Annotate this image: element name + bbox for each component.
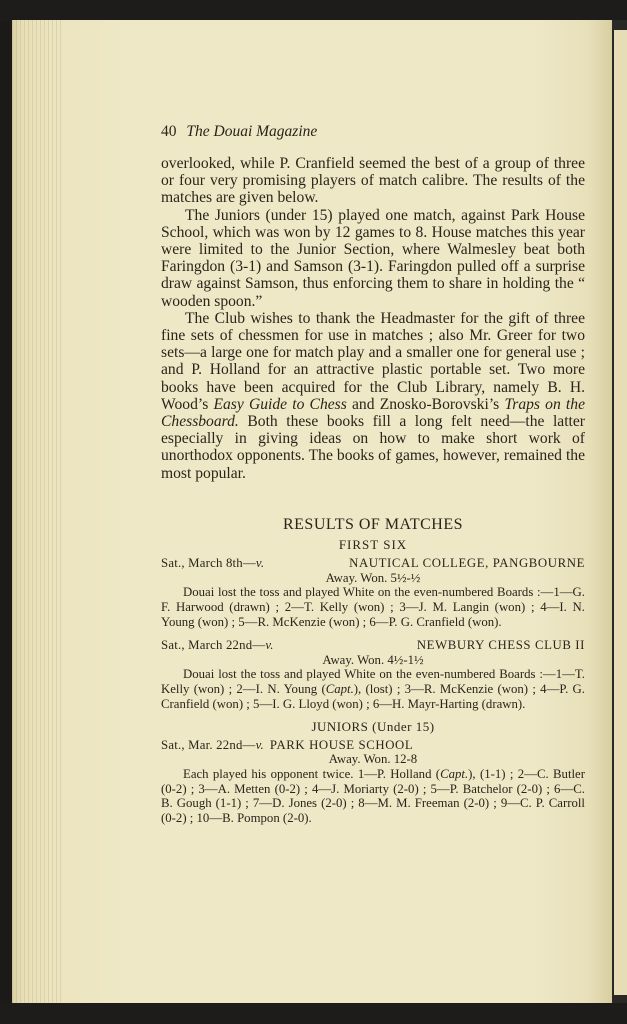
match-details: Douai lost the toss and played White on the even-numbered Boards :—1—G. F. Harwood (drawn) ; 2—T. Kelly (won) ; 3—J. M. Langin (won) ; 4—I. N. Young (won) ; 5—R. McKenzie (won) ; 6—P. G. Cranfield (won). bbox=[161, 585, 585, 629]
running-header bbox=[161, 123, 317, 141]
match-entry bbox=[161, 638, 585, 711]
match-opponent: NEWBURY CHESS CLUB II bbox=[416, 638, 585, 653]
match-opponent: PARK HOUSE SCHOOL bbox=[269, 737, 414, 752]
magazine-title: The Douai Magazine bbox=[186, 123, 318, 140]
book-title: Traps on the Chessboard. bbox=[161, 395, 585, 431]
scan-top-edge bbox=[0, 0, 627, 22]
book-title: Easy Guide to Chess bbox=[213, 395, 347, 413]
facing-page-sliver bbox=[614, 30, 627, 995]
match-line bbox=[161, 556, 585, 571]
match-line bbox=[161, 738, 585, 753]
text-span: Both these books fill a long felt need—the latter especially in giving ideas on how to make short work of unorthodox opponents. The books of games, however, remained the most popular. bbox=[161, 413, 585, 482]
article-body bbox=[161, 155, 585, 482]
match-result: Away. Won. 12-8 bbox=[328, 752, 418, 767]
match-entry bbox=[161, 556, 585, 629]
match-result: Away. Won. 4½-1½ bbox=[322, 652, 424, 667]
match-date: Sat., March 8th—v. bbox=[161, 556, 265, 571]
scan-bottom-edge bbox=[0, 1003, 627, 1024]
results-title: RESULTS OF MATCHES bbox=[282, 516, 463, 533]
match-date: Sat., Mar. 22nd—v. bbox=[161, 737, 264, 752]
match-line bbox=[161, 638, 585, 653]
juniors-heading: JUNIORS (Under 15) bbox=[311, 719, 435, 735]
results-section bbox=[161, 518, 585, 834]
match-opponent: NAUTICAL COLLEGE, PANGBOURNE bbox=[349, 556, 585, 571]
match-result: Away. Won. 5½-½ bbox=[325, 570, 421, 585]
match-entry bbox=[161, 738, 585, 826]
match-details: Each played his opponent twice. 1—P. Holland (Capt.), (1-1) ; 2—C. Butler (0-2) ; 3—A. Metten (0-2) ; 4—J. Moriarty (2-0) ; 5—P. Batchelor (2-0) ; 6—C. B. Gough (1-1) ; 7—D. Jones (2-0) ; 8—M. M. Freeman (2-0) ; 9—C. P. Carroll (0-2) ; 10—B. Pompon (2-0). bbox=[161, 766, 585, 825]
page-number: 40 bbox=[161, 123, 177, 140]
paragraph: overlooked, while P. Cranfield seemed the best of a group of three or four very promising players of match calibre. The results of the matches are given below. bbox=[161, 155, 585, 207]
text-span: and Znosko-Borovski’s bbox=[346, 395, 505, 413]
first-six-heading: FIRST SIX bbox=[338, 536, 408, 552]
paragraph: The Juniors (under 15) played one match, against Park House School, which was won by 12 games to 8. House matches this year were limited to the Junior Section, where Walmesley beat both Faringdon (3-1) and Samson (3-1). Faringdon pulled off a surprise draw against Samson, thus enforcing them to share in holding the “ wooden spoon.” bbox=[161, 206, 585, 310]
page-edges bbox=[12, 20, 62, 1004]
match-date: Sat., March 22nd—v. bbox=[161, 638, 274, 653]
paragraph bbox=[161, 310, 585, 482]
match-details: Douai lost the toss and played White on the even-numbered Boards :—1—T. Kelly (won) ; 2—I. N. Young (Capt.), (lost) ; 3—R. McKenzie (won) ; 4—P. G. Cranfield (won) ; 5—I. G. Lloyd (won) ; 6—H. Mayr-Harting (drawn). bbox=[161, 667, 585, 711]
text-span: The Club wishes to thank the Headmaster for the gift of three fine sets of chessmen for use in matches ; also Mr. Greer for two sets—a large one for match play and a smaller one for general use ; and P. Holland for an attractive plastic portable set. Two more books have been acquired for the Club Library, namely B. H. Wood’s bbox=[161, 309, 585, 413]
